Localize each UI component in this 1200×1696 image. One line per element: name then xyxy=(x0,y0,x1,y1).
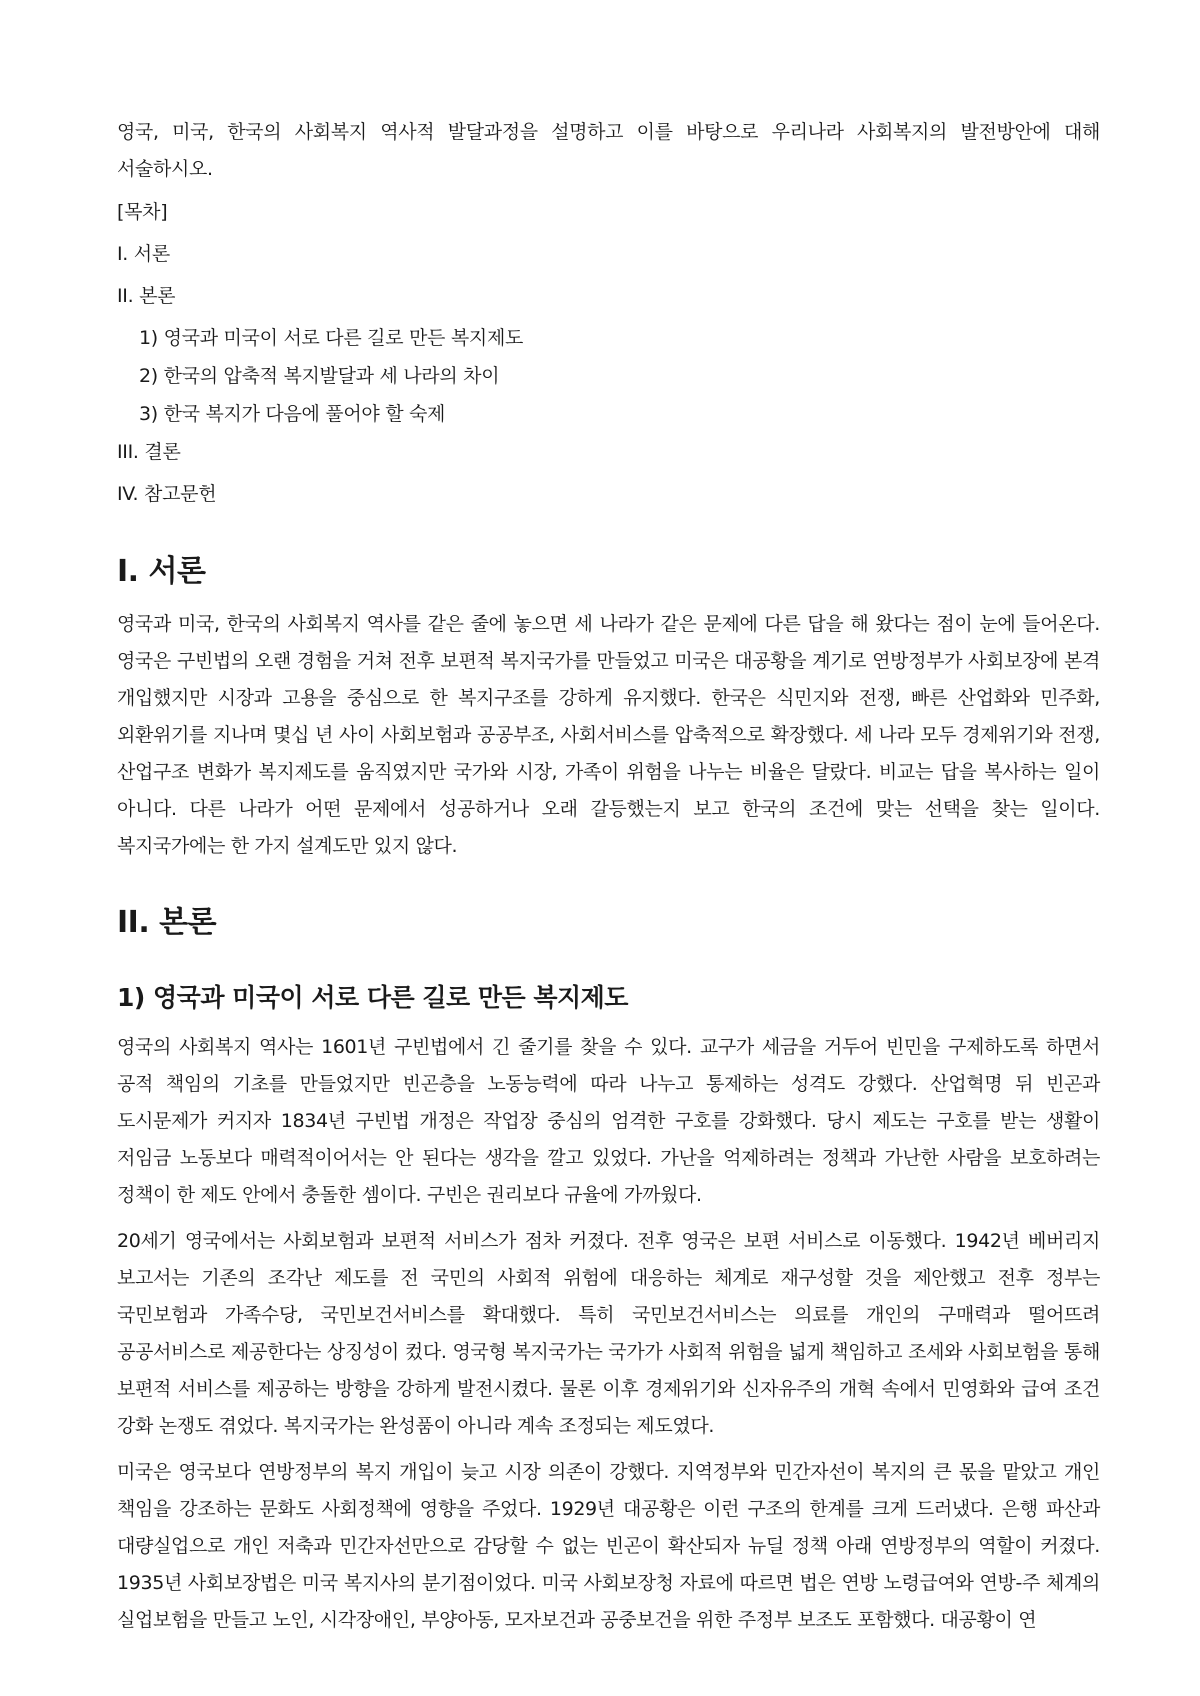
intro-paragraph: 영국과 미국, 한국의 사회복지 역사를 같은 줄에 놓으면 세 나라가 같은 문제에 다른 답을 해 왔다는 점이 눈에 들어온다. 영국은 구빈법의 오랜 경험을 거쳐 전후 보편적 복지국가를 만들었고 미국은 대공황을 계기로 연방정부가 사회보장에 본격 개입했지만 시장과 고용을 중심으로 한 복지구조를 강하게 유지했다. 한국은 식민지와 전쟁, 빠른 산업화와 민주화, 외환위기를 지나며 몇십 년 사이 사회보험과 공공부조, 사회서비스를 압축적으로 확장했다. 세 나라 모두 경제위기와 전쟁, 산업구조 변화가 복지제도를 움직였지만 국가와 시장, 가족이 위험을 나누는 비율은 달랐다. 비교는 답을 복사하는 일이 아니다. 다른 나라가 어떤 문제에서 성공하거나 오래 갈등했는지 보고 한국의 조건에 맞는 선택을 찾는 일이다. 복지국가에는 한 가지 설계도만 있지 않다. xyxy=(117,613,1100,857)
subsection-heading-1: 1) 영국과 미국이 서로 다른 길로 만든 복지제도 xyxy=(117,983,628,1012)
body-paragraph-2: 20세기 영국에서는 사회보험과 보편적 서비스가 점차 커졌다. 전후 영국은 보편 서비스로 이동했다. 1942년 베버리지 보고서는 기존의 조각난 제도를 전 국민의 사회적 위험에 대응하는 체계로 재구성할 것을 제안했고 전후 정부는 국민보험과 가족수당, 국민보건서비스를 확대했다. 특히 국민보건서비스는 의료를 개인의 구매력과 떨어뜨려 공공서비스로 제공한다는 상징성이 컸다. 영국형 복지국가는 국가가 사회적 위험을 넓게 책임하고 조세와 사회보험을 통해 보편적 서비스를 제공하는 방향을 강하게 발전시켰다. 물론 이후 경제위기와 신자유주의 개혁 속에서 민영화와 급여 조건 강화 논쟁도 겪었다. 복지국가는 완성품이 아니라 계속 조정되는 제도였다. xyxy=(117,1230,1100,1437)
toc-item-intro: I. 서론 xyxy=(117,243,170,265)
toc-item-body-2: 2) 한국의 압축적 복지발달과 세 나라의 차이 xyxy=(139,365,500,387)
toc-title: [목차] xyxy=(117,201,168,223)
body-paragraph-3: 미국은 영국보다 연방정부의 복지 개입이 늦고 시장 의존이 강했다. 지역정부와 민간자선이 복지의 큰 몫을 맡았고 개인 책임을 강조하는 문화도 사회정책에 영향을 주었다. 1929년 대공황은 이런 구조의 한계를 크게 드러냈다. 은행 파산과 대량실업으로 개인 저축과 민간자선만으로 감당할 수 없는 빈곤이 확산되자 뉴딜 정책 아래 연방정부의 역할이 커졌다. 1935년 사회보장법은 미국 복지사의 분기점이었다. 미국 사회보장청 자료에 따르면 법은 연방 노령급여와 연방-주 체계의 실업보험을 만들고 노인, 시각장애인, 부양아동, 모자보건과 공중보건을 위한 주정부 보조도 포함했다. 대공황이 연 xyxy=(117,1461,1100,1631)
question-text: 영국, 미국, 한국의 사회복지 역사적 발달과정을 설명하고 이를 바탕으로 우리나라 사회복지의 발전방안에 대해 서술하시오. xyxy=(117,121,1100,180)
toc-item-body-1: 1) 영국과 미국이 서로 다른 길로 만든 복지제도 xyxy=(139,327,524,349)
toc-item-conclusion: III. 결론 xyxy=(117,441,181,463)
section-heading-body: II. 본론 xyxy=(117,905,217,940)
toc-item-references: IV. 참고문헌 xyxy=(117,483,217,505)
body-paragraph-1: 영국의 사회복지 역사는 1601년 구빈법에서 긴 줄기를 찾을 수 있다. 교구가 세금을 거두어 빈민을 구제하도록 하면서 공적 책임의 기초를 만들었지만 빈곤층을 노동능력에 따라 나누고 통제하는 성격도 강했다. 산업혁명 뒤 빈곤과 도시문제가 커지자 1834년 구빈법 개정은 작업장 중심의 엄격한 구호를 강화했다. 당시 제도는 구호를 받는 생활이 저임금 노동보다 매력적이어서는 안 된다는 생각을 깔고 있었다. 가난을 억제하려는 정책과 가난한 사람을 보호하려는 정책이 한 제도 안에서 충돌한 셈이다. 구빈은 권리보다 규율에 가까웠다. xyxy=(117,1036,1100,1206)
table-of-contents xyxy=(117,198,1100,508)
toc-item-body-3: 3) 한국 복지가 다음에 풀어야 할 숙제 xyxy=(139,403,446,425)
toc-item-body: II. 본론 xyxy=(117,285,176,307)
section-heading-intro: I. 서론 xyxy=(117,554,206,589)
